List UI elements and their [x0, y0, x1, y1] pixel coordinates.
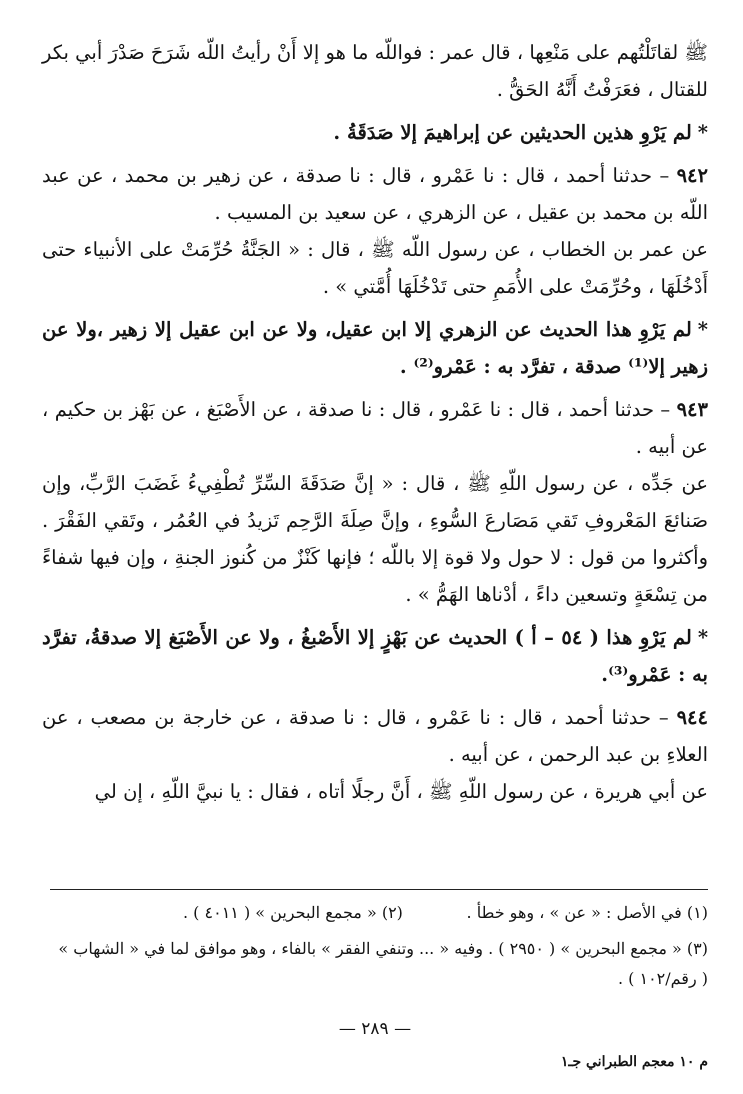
- editor-note-text: لم يَرْوِ هذا الحديث عن الزهري إلا ابن عقيل، ولا عن ابن عقيل إلا زهير ،ولا عن زهير إلا⁽¹⁾ صدقة ، تفرَّد به : عَمْرو⁽²⁾ .: [42, 318, 708, 378]
- editor-note-text: لم يَرْوِ هذين الحديثين عن إبراهيمَ إلا صَدَقَةُ .: [333, 121, 692, 144]
- hadith-isnad-text: – حدثنا أحمد ، قال : نا عَمْرو ، قال : نا صدقة ، عن الأَصْبَغ ، عن بَهْز بن حكيم ، عن أبيه .: [42, 398, 708, 458]
- paragraph-1: ﷺ لقاتَلْتُهم على مَنْعِها ، قال عمر : فواللّه ما هو إلا أَنْ رأيتُ اللّه شَرَحَ صَدْرَ أبي بكر للقتال ، فعَرَفْتُ أَنَّهُ الحَقُّ .: [42, 41, 708, 101]
- hadith-isnad-text: – حدثنا أحمد ، قال : نا عَمْرو ، قال : نا صدقة ، عن خارجة بن مصعب ، عن العلاءِ بن عبد الرحمن ، عن أبيه .: [42, 706, 708, 766]
- editor-note-3: [42, 619, 708, 693]
- editor-note-text: لم يَرْوِ هذا ( ٥٤ – أ ) الحديث عن بَهْزٍ إلا الأَصْبغُ ، ولا عن الأَصْبَغ إلا صدقةُ، تفرَّد به : عَمْرو⁽³⁾.: [42, 626, 708, 686]
- hadith-944-matn: عن أبي هريرة ، عن رسول اللّهِ ﷺ ، أَنَّ رجلًا أتاه ، فقال : يا نبيَّ اللّهِ ، إن لي: [94, 780, 708, 803]
- footnote-3: (٣) « مجمع البحرين » ( ٢٩٥٠ ) . وفيه « ... وتنفي الفقر » بالفاء ، وهو موافق لما في « الشهاب » ( رقم/١٠٢ ) .: [58, 939, 708, 988]
- signature-mark: م ١٠ معجم الطبراني جـ١: [560, 1054, 708, 1070]
- editor-note-1: [42, 114, 708, 151]
- editor-note-2: [42, 311, 708, 385]
- page-body: [42, 34, 708, 1074]
- hadith-944-isnad: [42, 699, 708, 773]
- hadith-number: ٩٤٢: [676, 164, 708, 187]
- star-marker: *: [697, 626, 709, 649]
- hadith-942-matn: عن عمر بن الخطاب ، عن رسول اللّه ﷺ ، قال : « الجَنَّةُ حُرِّمَتْ على الأنبياء حتى أَدْخُلَهَا ، وحُرِّمَتْ على الأُمَمِ حتى تَدْخُلَهَا أُمَّتي » .: [42, 238, 708, 298]
- footnote-2: (٢) « مجمع البحرين » ( ٤٠١١ ) .: [183, 903, 403, 922]
- hadith-number: ٩٤٣: [676, 398, 708, 421]
- footnotes-line-1: [50, 898, 708, 928]
- footnote-divider: [50, 889, 708, 890]
- hadith-number: ٩٤٤: [676, 706, 708, 729]
- hadith-isnad-text: – حدثنا أحمد ، قال : نا عَمْرو ، قال : نا صدقة ، عن زهير بن محمد ، عن عبد اللّه بن محمد بن عقيل ، عن الزهري ، عن سعيد بن المسيب .: [42, 164, 708, 224]
- star-marker: *: [697, 318, 708, 341]
- page-number: — ٢٨٩ —: [338, 1019, 412, 1039]
- hadith-942-isnad: [42, 157, 708, 231]
- footnote-1: (١) في الأصل : « عن » ، وهو خطأ .: [466, 903, 708, 922]
- hadith-943-isnad: [42, 391, 708, 465]
- star-marker: *: [697, 121, 708, 144]
- hadith-943-matn: عن جَدِّه ، عن رسول اللّهِ ﷺ ، قال : « إنَّ صَدَقَةَ السِّرِّ تُطْفِيءُ غَضَبَ الرَّبِّ، وإن صَنائعَ المَعْروفِ تَقي مَصَارعَ السُّوءِ ، وإنَّ صِلَةَ الرَّحِم تَزيدُ في العُمُر ، وتَقي الفَقْرَ . وأكثروا من قول : لا حول ولا قوة إلا باللّه ؛ فإنها كَنْزٌ من كُنوز الجنةِ ، وإن فيها شفاءً من تِسْعَةٍ وتسعين داءً ، أدْناها الهَمُّ » .: [42, 472, 709, 606]
